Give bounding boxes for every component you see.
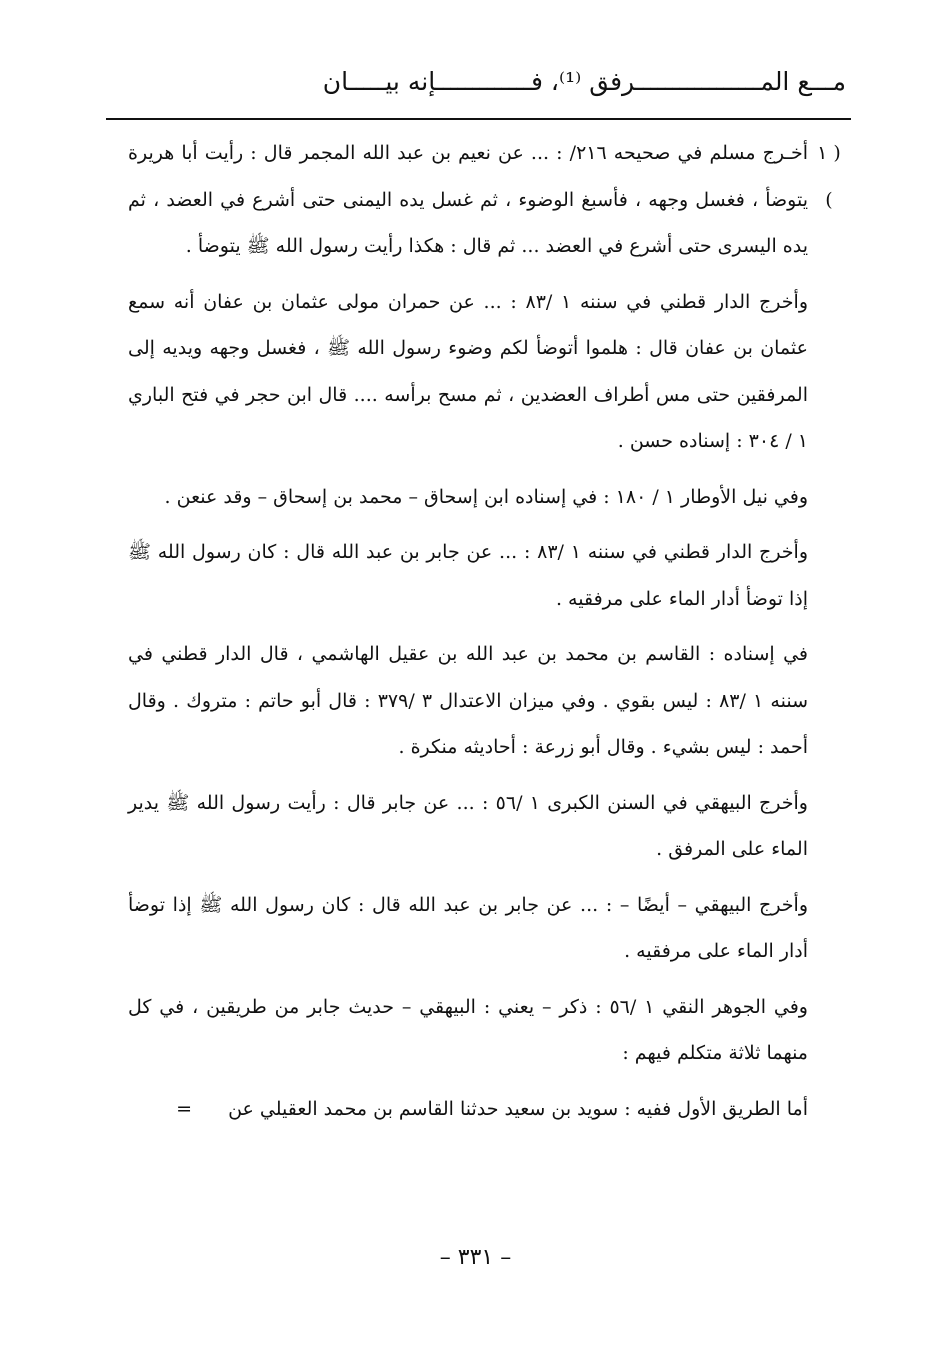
running-header: مـــع المـــــــــــــــــرفق ⁽¹⁾، فـــــــــــــإنه بيـــــان: [322, 67, 846, 96]
footnote-paragraph: وأخرج الدار قطني في سننه ١ /٨٣ : ... عن حمران مولى عثمان بن عفان أنه سمع عثمان بن عفان قال : هلموا أتوضأ لكم وضوء رسول الله ﷺ ، فغسل وجهه ويديه إلى المرفقين حتى مس أطراف العضدين ، ثم مسح برأسه .... قال ابن حجر في فتح الباري ١ / ٣٠٤ : إسناده حسن .: [128, 290, 808, 452]
footnote-paragraph: وفي الجوهر النقي ١ /٥٦ : ذكر – يعني : البيهقي – حديث جابر من طريقين ، في كل منهما ثلاثة متكلم فيهم :: [128, 995, 808, 1064]
footnote-paragraph: وأخرج الدار قطني في سننه ١ /٨٣ : ... عن جابر بن عبد الله قال : كان رسول الله ﷺ إذا توضأ أدار الماء على مرفقيه .: [128, 541, 808, 610]
footnote-paragraph: وأخرج البيهقي في السنن الكبرى ١ /٥٦ : ... عن جابر قال : رأيت رسول الله ﷺ يدير الماء على المرفق .: [128, 791, 808, 860]
footnote-last-line-text: أما الطريق الأول ففيه : سويد بن سعيد حدثنا القاسم بن محمد العقيلي عن: [228, 1097, 808, 1120]
footnote-last-line: [128, 1086, 808, 1133]
footnote-section: [128, 130, 841, 1141]
header-rule: [106, 118, 851, 120]
continuation-mark: =: [176, 1097, 193, 1120]
footnote-paragraph: وفي نيل الأوطار ١ / ١٨٠ : في إسناده ابن إسحاق – محمد بن إسحاق – وقد عنعن .: [164, 485, 808, 508]
footnote-marker: ( ١ ): [817, 142, 841, 211]
footnote-paragraph: أخـرج مسلم في صحيحه ٢١٦/ : ... عن نعيم بن عبد الله المجمر قال : رأيت أبا هريرة يتوضأ ، فغسل وجهه ، فأسبغ الوضوء ، ثم غسل يده اليمنى حتى أشرع في العضد ، ثم يده اليسرى حتى أشرع في العضد ... ثم قال : هكذا رأيت رسول الله ﷺ يتوضأ .: [128, 142, 808, 257]
footnote-paragraph: في إسناده : القاسم بن محمد بن عبد الله بن عقيل الهاشمي ، قال الدار قطني في سننه ١ /٨٣ : ليس بقوي . وفي ميزان الاعتدال ٣ /٣٧٩ : قال أبو حاتم : متروك . وقال أحمد : ليس بشيء . وقال أبو زرعة : أحاديثه منكرة .: [128, 643, 808, 758]
page-number: – ٣٣١ –: [439, 1245, 512, 1270]
footnote-paragraph: وأخرج البيهقي – أيضًا – : ... عن جابر بن عبد الله قال : كان رسول الله ﷺ إذا توضأ أدار الماء على مرفقيه .: [128, 893, 808, 962]
